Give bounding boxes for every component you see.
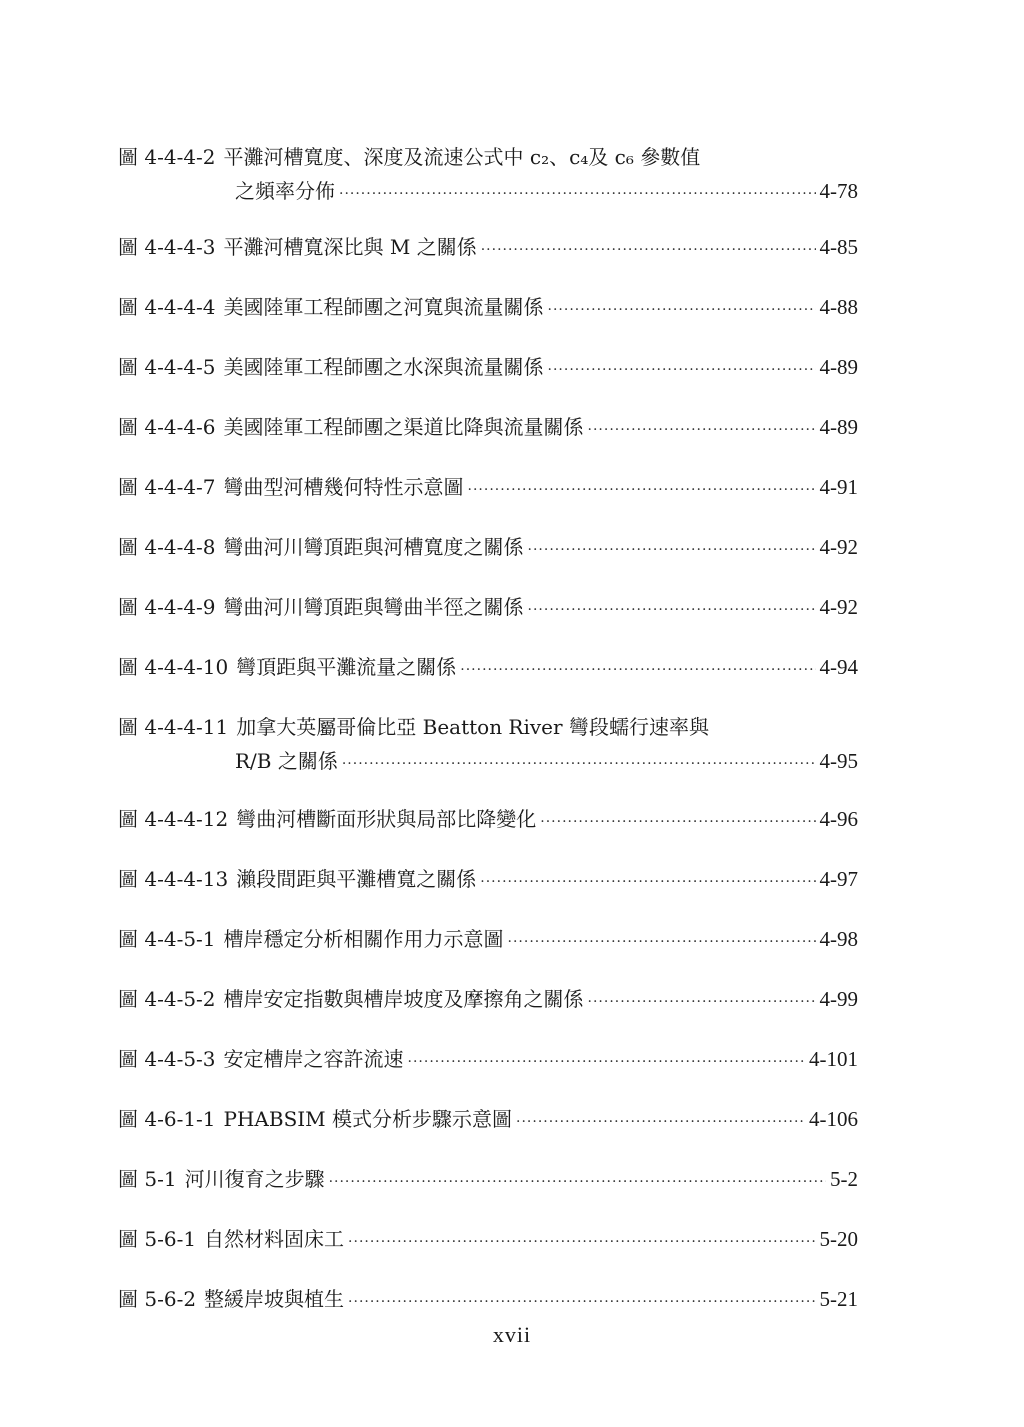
leader-dots: [468, 473, 816, 507]
toc-entry: [118, 862, 858, 899]
figure-label: 圖 4-4-4-8: [118, 535, 216, 559]
figure-title: 平灘河槽寬度、深度及流速公式中 c₂、c₄及 c₆ 參數值: [223, 145, 701, 169]
toc-entry: [118, 922, 858, 959]
toc-entry-line: [118, 530, 858, 567]
figure-title: 彎曲河川彎頂距與彎曲半徑之關係: [223, 595, 524, 619]
figure-title: 美國陸軍工程師團之水深與流量關係: [223, 355, 544, 379]
toc-entry: [118, 710, 858, 781]
figure-label: 圖 4-4-5-1: [118, 927, 216, 951]
leader-dots: [339, 177, 816, 211]
toc-entry-line: [118, 650, 858, 687]
toc-entry: [118, 530, 858, 567]
toc-entry-line: [118, 1102, 858, 1139]
page-number: 4-101: [809, 1047, 858, 1071]
figure-label: 圖 4-4-4-2: [118, 145, 216, 169]
page-number: 4-99: [819, 987, 858, 1011]
page-folio: xvii: [492, 1322, 532, 1347]
leader-dots: [508, 925, 816, 959]
figure-label: 圖 4-4-5-2: [118, 987, 216, 1011]
leader-dots: [460, 653, 815, 687]
figure-label: 圖 5-6-1: [118, 1227, 197, 1251]
toc-entry-line: [118, 982, 858, 1019]
page-number: 4-95: [819, 749, 858, 773]
toc-entry-line: [118, 1282, 858, 1319]
figure-title: 美國陸軍工程師團之渠道比降與流量關係: [223, 415, 584, 439]
toc-entry: [118, 230, 858, 267]
figure-title: 河川復育之步驟: [184, 1167, 325, 1191]
toc-entry-line: [118, 590, 858, 627]
figure-title: 自然材料固床工: [204, 1227, 345, 1251]
figure-label: 圖 4-4-5-3: [118, 1047, 216, 1071]
leader-dots: [548, 293, 816, 327]
toc-entry: [118, 1042, 858, 1079]
figure-label: 圖 4-4-4-5: [118, 355, 216, 379]
figure-label: 圖 4-6-1-1: [118, 1107, 216, 1131]
toc-entry-line: [118, 410, 858, 447]
page-number: 4-85: [819, 235, 858, 259]
list-of-figures: [118, 138, 858, 1311]
figure-label: 圖 4-4-4-3: [118, 235, 216, 259]
figure-title: 槽岸穩定分析相關作用力示意圖: [223, 927, 504, 951]
toc-entry: [118, 1102, 858, 1139]
toc-entry-line: [118, 710, 783, 744]
leader-dots: [348, 1225, 815, 1259]
leader-dots: [342, 747, 816, 781]
toc-entry: [118, 410, 858, 447]
leader-dots: [516, 1105, 805, 1139]
figure-label: 圖 4-4-4-13: [118, 867, 229, 891]
figure-title: 平灘河槽寬深比與 M 之關係: [223, 235, 477, 259]
leader-dots: [528, 593, 816, 627]
toc-entry-line: [118, 1222, 858, 1259]
toc-entry-line: [118, 1042, 858, 1079]
figure-label: 圖 4-4-4-6: [118, 415, 216, 439]
figure-label: 圖 4-4-4-7: [118, 475, 216, 499]
toc-entry: [118, 350, 858, 387]
page-number: 4-97: [819, 867, 858, 891]
toc-entry: [118, 470, 858, 507]
leader-dots: [481, 233, 816, 267]
toc-entry-line: [118, 290, 858, 327]
toc-entry-line: [118, 350, 858, 387]
toc-entry-line: [118, 470, 858, 507]
leader-dots: [548, 353, 816, 387]
toc-entry: [118, 590, 858, 627]
page-number: 5-2: [830, 1167, 858, 1191]
leader-dots: [540, 805, 815, 839]
page-number: 5-21: [819, 1287, 858, 1311]
page-number: 4-89: [819, 355, 858, 379]
toc-entry-line-continued: [118, 174, 858, 211]
toc-entry: [118, 140, 858, 211]
page-number: 5-20: [819, 1227, 858, 1251]
toc-entry: [118, 1162, 858, 1199]
toc-entry-line: [118, 862, 858, 899]
leader-dots: [348, 1285, 815, 1319]
figure-label: 圖 4-4-4-11: [118, 715, 229, 739]
figure-label: 圖 4-4-4-12: [118, 807, 229, 831]
leader-dots: [528, 533, 816, 567]
figure-label: 圖 4-4-4-10: [118, 655, 229, 679]
figure-label: 圖 5-6-2: [118, 1287, 197, 1311]
leader-dots: [408, 1045, 805, 1079]
page-number: 4-94: [819, 655, 858, 679]
figure-title-continued: 之頻率分佈: [235, 179, 335, 203]
leader-dots: [480, 865, 815, 899]
figure-title: 彎曲型河槽幾何特性示意圖: [223, 475, 464, 499]
page-number: 4-106: [809, 1107, 858, 1131]
figure-title: 整緩岸坡與植生: [204, 1287, 345, 1311]
leader-dots: [588, 985, 816, 1019]
toc-entry: [118, 290, 858, 327]
figure-title: 瀨段間距與平灘槽寬之關係: [236, 867, 477, 891]
toc-entry: [118, 982, 858, 1019]
figure-title: 槽岸安定指數與槽岸坡度及摩擦角之關係: [223, 987, 584, 1011]
page-number: 4-89: [819, 415, 858, 439]
toc-entry-line: [118, 802, 858, 839]
toc-entry: [118, 1222, 858, 1259]
figure-title: 加拿大英屬哥倫比亞 Beatton River 彎段蠕行速率與: [236, 715, 709, 739]
leader-dots: [329, 1165, 826, 1199]
toc-entry-line: [118, 922, 858, 959]
figure-title: 美國陸軍工程師團之河寬與流量關係: [223, 295, 544, 319]
toc-entry-line-continued: [118, 744, 858, 781]
figure-label: 圖 5-1: [118, 1167, 177, 1191]
toc-entry-line: [118, 1162, 858, 1199]
toc-entry-line: [118, 140, 783, 174]
page-number: 4-96: [819, 807, 858, 831]
toc-entry: [118, 802, 858, 839]
leader-dots: [588, 413, 816, 447]
page-number: 4-88: [819, 295, 858, 319]
toc-entry: [118, 1282, 858, 1319]
toc-entry: [118, 650, 858, 687]
figure-title: 安定槽岸之容許流速: [223, 1047, 404, 1071]
figure-title: PHABSIM 模式分析步驟示意圖: [223, 1107, 513, 1131]
figure-label: 圖 4-4-4-4: [118, 295, 216, 319]
page-number: 4-98: [819, 927, 858, 951]
figure-title-continued: R/B 之關係: [235, 749, 338, 773]
page-number: 4-92: [819, 595, 858, 619]
figure-title: 彎曲河川彎頂距與河槽寬度之關係: [223, 535, 524, 559]
page-number: 4-92: [819, 535, 858, 559]
figure-title: 彎頂距與平灘流量之關係: [236, 655, 457, 679]
figure-label: 圖 4-4-4-9: [118, 595, 216, 619]
page-number: 4-78: [819, 179, 858, 203]
figure-title: 彎曲河槽斷面形狀與局部比降變化: [236, 807, 537, 831]
page-number: 4-91: [819, 475, 858, 499]
toc-entry-line: [118, 230, 858, 267]
